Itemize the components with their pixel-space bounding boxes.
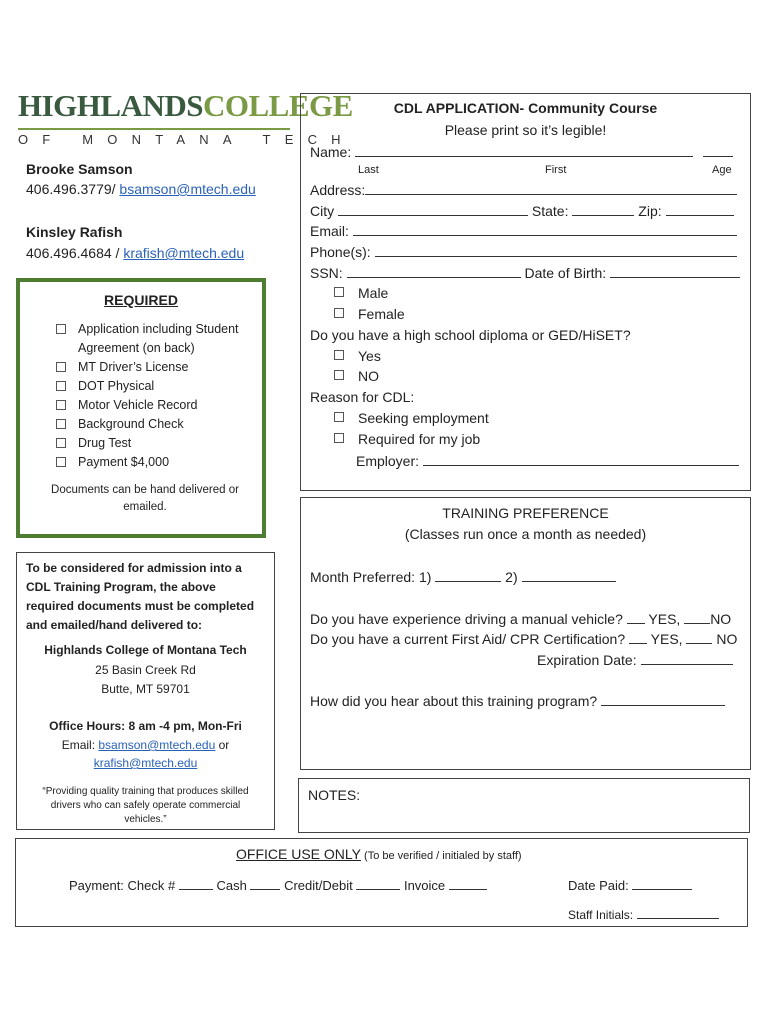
contact-name-1: Brooke Samson [26, 161, 133, 177]
admission-org: Highlands College of Montana Tech [44, 643, 247, 657]
age-label: Age [712, 164, 732, 176]
expiration-label: Expiration Date: [537, 652, 637, 668]
phone-field[interactable] [375, 243, 737, 257]
admission-email-line [17, 738, 274, 752]
checkbox[interactable] [56, 381, 66, 391]
required-item-label: Motor Vehicle Record [78, 398, 198, 412]
payment-label: Payment: Check # [69, 878, 176, 893]
training-box [300, 497, 751, 770]
checkbox[interactable] [56, 400, 66, 410]
dob-label: Date of Birth: [524, 265, 607, 281]
email-field[interactable] [353, 222, 737, 236]
state-label: State: [531, 203, 569, 219]
yes-label: Yes [358, 348, 381, 364]
office-title: OFFICE USE ONLY [236, 846, 361, 862]
employer-label: Employer: [356, 453, 420, 469]
month-2-label: 2) [505, 569, 518, 585]
required-item [56, 434, 239, 453]
required-item [56, 377, 239, 396]
male-label: Male [358, 285, 389, 301]
contact-email-1[interactable]: bsamson@mtech.edu [119, 181, 256, 197]
admission-email-line-2 [17, 756, 274, 770]
diploma-question: Do you have a high school diploma or GED/HiSET? [310, 327, 631, 343]
checkbox[interactable] [56, 457, 66, 467]
required-title: REQUIRED [104, 292, 178, 308]
contact-line-2 [26, 245, 244, 261]
payment-row [69, 876, 487, 893]
office-header [236, 846, 522, 862]
required-item [56, 396, 239, 415]
diploma-yes-option[interactable] [334, 348, 381, 364]
city-field[interactable] [338, 202, 528, 216]
admission-email-1[interactable]: bsamson@mtech.edu [98, 738, 216, 752]
contact-phone-1: 406.496.3779/ [26, 181, 120, 197]
cash-label: Cash [216, 878, 247, 893]
zip-label: Zip: [638, 203, 662, 219]
admission-quote: “Providing quality training that produces skilled drivers who can safely operate commercial vehicles.” [42, 786, 249, 825]
zip-field[interactable] [666, 202, 734, 216]
logo-subtitle: OF MONTANA TECH [18, 132, 355, 147]
phone-label: Phone(s): [310, 244, 371, 260]
cpr-question: Do you have a current First Aid/ CPR Certification? [310, 631, 626, 647]
email-label: Email: [61, 738, 99, 752]
invoice-label: Invoice [403, 878, 446, 893]
reason-seeking-option[interactable] [334, 410, 489, 426]
manual-yes-field[interactable] [627, 610, 645, 624]
phone-row [310, 243, 737, 260]
required-item [56, 415, 239, 434]
cpr-no-field[interactable] [686, 630, 712, 644]
required-item [56, 320, 239, 339]
notes-label: NOTES: [308, 787, 361, 803]
checkbox[interactable] [56, 438, 66, 448]
admission-street: 25 Basin Creek Rd [95, 663, 196, 677]
required-item-label: Drug Test [78, 436, 132, 450]
required-item-label: Agreement (on back) [78, 341, 195, 355]
female-label: Female [358, 306, 405, 322]
checkbox[interactable] [56, 419, 66, 429]
date-paid-label: Date Paid: [568, 878, 629, 893]
ssn-field[interactable] [347, 264, 521, 278]
application-title: CDL APPLICATION- Community Course [393, 100, 658, 116]
checkbox[interactable] [334, 287, 344, 297]
manual-no-field[interactable] [684, 610, 710, 624]
female-option[interactable] [334, 306, 405, 322]
admission-city: Butte, MT 59701 [101, 682, 190, 696]
yes-label: YES, [650, 631, 683, 647]
office-hours: Office Hours: 8 am -4 pm, Mon-Fri [49, 719, 242, 733]
hear-field[interactable] [601, 692, 725, 706]
checkbox[interactable] [334, 433, 344, 443]
month-2-field[interactable] [522, 568, 616, 582]
application-box [300, 93, 751, 491]
no-label: NO [716, 631, 738, 647]
expiration-row [537, 651, 733, 668]
month-label: Month Preferred: 1) [310, 569, 432, 585]
application-subtitle: Please print so it’s legible! [444, 122, 607, 138]
required-item-label: DOT Physical [78, 379, 155, 393]
dob-field[interactable] [610, 264, 740, 278]
email-row [310, 222, 737, 239]
reason-required-option[interactable] [334, 431, 480, 447]
reason-required-label: Required for my job [358, 431, 481, 447]
required-item [56, 358, 239, 377]
required-item-label: Application including Student [78, 322, 239, 336]
contact-name-2: Kinsley Rafish [26, 224, 123, 240]
required-item [56, 339, 239, 358]
required-box [16, 278, 266, 538]
month-row [310, 568, 616, 585]
contact-phone-2: 406.496.4684 / [26, 245, 124, 261]
checkbox[interactable] [334, 350, 344, 360]
reason-seeking-label: Seeking employment [358, 410, 489, 426]
hear-question: How did you hear about this training program? [310, 693, 598, 709]
employer-field[interactable] [423, 452, 739, 466]
diploma-no-option[interactable] [334, 368, 379, 384]
credit-label: Credit/Debit [284, 878, 353, 893]
yes-label: YES, [648, 611, 681, 627]
city-label: City [310, 203, 335, 219]
required-item [56, 453, 239, 472]
date-paid-field[interactable] [632, 876, 692, 890]
invoice-field[interactable] [449, 876, 487, 890]
hear-row [310, 692, 725, 709]
expiration-field[interactable] [641, 651, 733, 665]
required-item-label: Payment $4,000 [78, 455, 170, 469]
age-field[interactable] [703, 143, 733, 157]
name-row [310, 143, 733, 160]
manual-question: Do you have experience driving a manual vehicle? [310, 611, 623, 627]
notes-box[interactable] [298, 778, 750, 833]
no-label: NO [710, 611, 732, 627]
address-label: Address: [310, 182, 366, 198]
required-item-label: Background Check [78, 417, 184, 431]
staff-initials-label: Staff Initials: [568, 908, 634, 922]
check-number-field[interactable] [179, 876, 213, 890]
admission-intro: To be considered for admission into a CDL Training Program, the above required documents must be completed and emailed/hand delivered to: [26, 561, 255, 632]
admission-box [16, 552, 275, 830]
ssn-row [310, 264, 740, 281]
contact-email-2[interactable]: krafish@mtech.edu [123, 245, 245, 261]
no-label: NO [358, 368, 379, 384]
email-label: Email: [310, 223, 349, 239]
checkbox[interactable] [334, 308, 344, 318]
admission-email-2[interactable]: krafish@mtech.edu [93, 756, 198, 770]
office-note: (To be verified / initialed by staff) [360, 850, 522, 862]
city-row [310, 202, 734, 219]
or-text: or [215, 738, 230, 752]
month-1-field[interactable] [435, 568, 501, 582]
logo-rule [18, 128, 290, 130]
checkbox[interactable] [56, 324, 66, 334]
checkbox[interactable] [334, 370, 344, 380]
logo-highlands: HIGHLANDS [18, 88, 203, 123]
required-list [56, 320, 239, 472]
manual-row [310, 610, 731, 627]
office-use-box [15, 838, 748, 927]
checkbox[interactable] [334, 412, 344, 422]
required-item-label: MT Driver’s License [78, 360, 189, 374]
male-option[interactable] [334, 285, 388, 301]
credit-field[interactable] [356, 876, 400, 890]
address-field[interactable] [365, 181, 737, 195]
state-field[interactable] [572, 202, 634, 216]
address-row [310, 181, 737, 198]
cash-field[interactable] [250, 876, 280, 890]
name-label: Name: [310, 144, 352, 160]
first-label: First [545, 164, 567, 176]
training-subtitle: (Classes run once a month as needed) [404, 526, 647, 542]
cpr-row [310, 630, 737, 647]
ssn-label: SSN: [310, 265, 343, 281]
reason-label: Reason for CDL: [310, 389, 415, 405]
contact-line-1 [26, 181, 256, 197]
training-title: TRAINING PREFERENCE [442, 505, 609, 521]
required-footer: Documents can be hand delivered or emailed. [51, 484, 239, 513]
name-field[interactable] [355, 143, 693, 157]
staff-initials-field[interactable] [637, 905, 719, 919]
checkbox[interactable] [56, 362, 66, 372]
cpr-yes-field[interactable] [629, 630, 647, 644]
last-label: Last [358, 164, 379, 176]
employer-row [356, 452, 739, 469]
date-paid-row [568, 876, 692, 893]
logo-college: COLLEGE [202, 88, 353, 123]
staff-initials-row [568, 905, 719, 922]
